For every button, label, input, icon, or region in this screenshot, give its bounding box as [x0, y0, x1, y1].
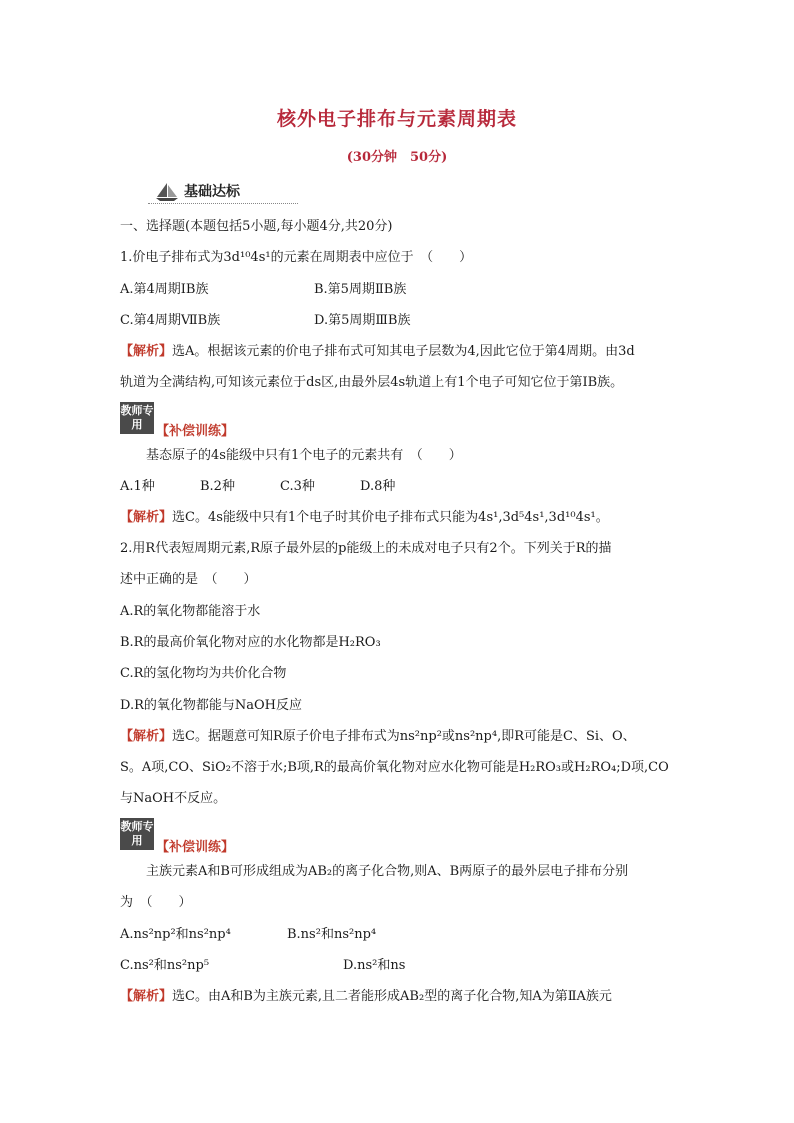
bc1-analysis: 【解析】选C。4s能级中只有1个电子时其价电子排布式只能为4s¹,3d⁵4s¹,3d¹⁰4s¹。: [120, 510, 609, 525]
supplement-label: 【补偿训练】: [156, 840, 235, 855]
q1-option-b: B.第5周期ⅡB族: [314, 282, 407, 297]
q2-stem-line1: 2.用R代表短周期元素,R原子最外层的p能级上的未成对电子只有2个。下列关于R的描: [120, 541, 612, 556]
q2-option-c: C.R的氢化物均为共价化合物: [120, 666, 287, 681]
q1-option-c: C.第4周期ⅦB族: [120, 313, 221, 328]
section-divider: [148, 203, 298, 204]
doc-subtitle: (30分钟 50分): [346, 150, 448, 165]
bc1-option-c: C.3种: [280, 479, 315, 494]
bc2-option-a: A.ns²np²和ns²np⁴: [120, 927, 231, 942]
section-title: 基础达标: [184, 184, 240, 200]
q2-option-d: D.R的氧化物都能与NaOH反应: [120, 698, 303, 713]
q1-stem: 1.价电子排布式为3d¹⁰4s¹的元素在周期表中应位于 （ ）: [120, 250, 473, 265]
bc2-option-c: C.ns²和ns²np⁵: [120, 958, 210, 973]
teacher-only-badge: 教师专用: [120, 402, 154, 434]
doc-title: 核外电子排布与元素周期表: [276, 108, 517, 130]
bc2-stem-line1: 主族元素A和B可形成组成为AB₂的离子化合物,则A、B两原子的最外层电子排布分别: [146, 864, 629, 879]
sailboat-icon: [154, 182, 180, 202]
q2-stem-line2: 述中正确的是 （ ）: [120, 572, 257, 587]
q2-option-b: B.R的最高价氧化物对应的水化物都是H₂RO₃: [120, 635, 381, 650]
q1-option-a: A.第4周期ⅠB族: [120, 282, 209, 297]
teacher-only-badge: 教师专用: [120, 818, 154, 850]
q1-option-d: D.第5周期ⅢB族: [314, 313, 411, 328]
section-header: [148, 180, 298, 204]
q2-option-a: A.R的氧化物都能溶于水: [120, 604, 261, 619]
q1-analysis-line1: 【解析】选A。根据该元素的价电子排布式可知其电子层数为4,因此它位于第4周期。由3d: [120, 344, 635, 359]
bc1-stem: 基态原子的4s能级中只有1个电子的元素共有 （ ）: [146, 448, 462, 463]
bc1-option-a: A.1种: [120, 479, 155, 494]
q2-analysis-line1: 【解析】选C。据题意可知R原子价电子排布式为ns²np²或ns²np⁴,即R可能是C、Si、O、: [120, 729, 636, 744]
bc2-option-d: D.ns²和ns: [343, 958, 406, 973]
supplement-label: 【补偿训练】: [156, 424, 235, 439]
bc2-stem-line2: 为 （ ）: [120, 895, 192, 910]
bc1-option-b: B.2种: [200, 479, 235, 494]
bc2-analysis: 【解析】选C。由A和B为主族元素,且二者能形成AB₂型的离子化合物,知A为第ⅡA族元: [120, 989, 612, 1004]
part-header: 一、选择题(本题包括5小题,每小题4分,共20分): [120, 219, 393, 234]
q1-analysis-line2: 轨道为全满结构,可知该元素位于ds区,由最外层4s轨道上有1个电子可知它位于第ⅠB族。: [120, 375, 624, 390]
q2-analysis-line3: 与NaOH不反应。: [120, 791, 227, 806]
analysis-label: 【解析】: [120, 344, 173, 359]
q2-analysis-line2: S。A项,CO、SiO₂不溶于水;B项,R的最高价氧化物对应水化物可能是H₂RO₃或H₂RO₄;D项,CO: [120, 760, 669, 775]
bc1-option-d: D.8种: [360, 479, 396, 494]
bc2-option-b: B.ns²和ns²np⁴: [287, 927, 377, 942]
